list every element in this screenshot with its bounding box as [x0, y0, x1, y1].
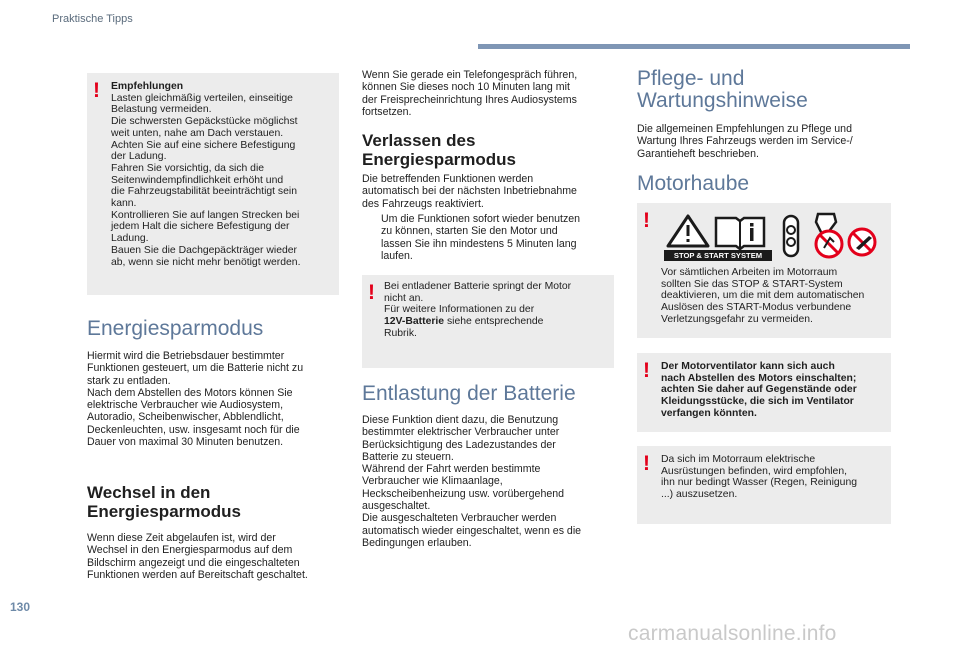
section-title: Praktische Tipps — [52, 13, 133, 25]
note-line: Auslösen des START-Modus verbundene — [661, 302, 852, 314]
paragraph-line: bestimmter elektrischer Verbraucher unter — [362, 426, 560, 439]
note-line: Seitenwindempfindlichkeit erhöht und — [111, 174, 284, 186]
note-line: Ladung. — [111, 233, 149, 245]
warning-icon: ! — [93, 79, 100, 102]
paragraph-line: Batterie zu steuern. — [362, 450, 454, 463]
no-flame-icon — [849, 229, 875, 255]
note-line: weit unten, nahe am Dach verstauen. — [111, 127, 284, 139]
warning-icon: ! — [643, 209, 650, 232]
note-line: nach Abstellen des Motors einschalten; — [661, 372, 857, 384]
note-line: Da sich im Motorraum elektrische — [661, 454, 816, 465]
heading-energiesparmodus: Energiesparmodus — [87, 317, 264, 340]
paragraph-line: Wartung Ihres Fahrzeugs werden im Service-/ — [637, 135, 853, 148]
paragraph-line: Funktionen gesteuert, um die Batterie nicht zu — [87, 362, 304, 375]
note-line: Achten Sie auf eine sichere Befestigung — [111, 139, 296, 151]
warning-icon: ! — [643, 452, 650, 475]
telefon-paragraph — [362, 69, 622, 118]
paragraph-line: Verbraucher wie Klimaanlage, — [362, 475, 503, 488]
note-line: Fahren Sie vorsichtig, da sich die — [111, 162, 265, 174]
heading-line: Wartungshinweise — [637, 89, 808, 112]
paragraph-line: Wechsel in den Energiesparmodus auf dem — [87, 544, 293, 557]
hazard-pictograms — [664, 212, 890, 262]
paragraph-line: stark zu entladen. — [87, 374, 171, 387]
paragraph-line: Die betreffenden Funktionen werden — [362, 173, 534, 185]
warning-icon: ! — [643, 359, 650, 382]
subheading-verlassen — [362, 131, 516, 169]
note-line: Vor sämtlichen Arbeiten im Motorraum — [661, 267, 838, 278]
note-line — [384, 316, 606, 328]
no-touch-icon — [816, 231, 842, 257]
note-line: ab, wenn sie nicht mehr benötigt werden. — [111, 256, 301, 268]
paragraph-line: der Freisprecheinrichtung Ihres Audiosystems — [362, 93, 577, 106]
note-line: Die schwersten Gepäckstücke möglichst — [111, 116, 298, 128]
watermark: carmanualsonline.info — [628, 622, 837, 645]
paragraph-line: können Sie dieses noch 10 Minuten lang mit — [362, 81, 570, 94]
note-line: Bauen Sie die Dachgepäckträger wieder — [111, 244, 297, 256]
subheading-line: Verlassen des — [362, 131, 476, 150]
note-line: Verletzungsgefahr zu vermeiden. — [661, 313, 813, 325]
paragraph-line: Bildschirm angezeigt und die eingeschalteten — [87, 556, 300, 569]
note-line: kann. — [111, 198, 137, 210]
verlassen-paragraph — [362, 173, 622, 210]
paragraph-line: Dauer von maximal 30 Minuten benutzen. — [87, 436, 284, 449]
note-line: deaktivieren, um die mit dem automatischen — [661, 290, 865, 302]
note-line: verfangen könnten. — [661, 407, 757, 419]
note-line: Kontrollieren Sie auf langen Strecken bei — [111, 209, 300, 221]
paragraph-line: Während der Fahrt werden bestimmte — [362, 463, 541, 476]
stop-start-label: STOP & START SYSTEM — [664, 250, 772, 261]
wechsel-paragraph — [87, 532, 352, 581]
subheading-line: Energiesparmodus — [362, 150, 516, 169]
note-line: der Ladung. — [111, 151, 167, 163]
subheading-line: Wechsel in den — [87, 483, 211, 502]
heading-motorhaube: Motorhaube — [637, 172, 750, 195]
warning-icon: ! — [368, 281, 375, 304]
paragraph-line: Funktionen werden auf Bereitschaft geschaltet. — [87, 568, 308, 581]
paragraph-line: Die allgemeinen Empfehlungen zu Pflege und — [637, 123, 852, 135]
note-line: Lasten gleichmäßig verteilen, einseitige — [111, 92, 293, 104]
battery-note — [362, 275, 614, 368]
note-line: die Fahrzeugstabilität beeinträchtigt sein — [111, 186, 297, 198]
header-bar — [478, 44, 910, 49]
note-line: sollten Sie das STOP & START-System — [661, 278, 843, 290]
note-line: jedem Halt die sichere Befestigung der — [111, 221, 290, 233]
paragraph-line: ausgeschaltet. — [362, 500, 431, 513]
paragraph-line: Die ausgeschalteten Verbraucher werden — [362, 512, 557, 525]
note-line: Der Motorventilator kann sich auch — [661, 361, 835, 372]
paragraph-line: Bedingungen erlauben. — [362, 536, 472, 549]
paragraph-line: Deckenleuchten, usw. insgesamt noch für die — [87, 423, 300, 436]
paragraph-line: Wenn Sie gerade ein Telefongespräch führen, — [362, 69, 578, 81]
warning-triangle-icon — [668, 216, 708, 246]
subheading-line: Energiesparmodus — [87, 502, 241, 521]
fan-warning-note — [637, 353, 891, 432]
bullet-item — [362, 213, 622, 262]
heading-entlastung: Entlastung der Batterie — [362, 382, 576, 405]
note-line: ...) auszusetzen. — [661, 489, 738, 501]
note-line: nicht an. — [384, 292, 424, 304]
page-number: 130 — [10, 600, 31, 614]
paragraph-line: automatisch wieder eingeschaltet, wenn es die — [362, 524, 582, 537]
belt-hazard-icon — [784, 216, 798, 256]
heading-pflege — [637, 68, 808, 112]
pflege-paragraph — [637, 123, 902, 160]
paragraph-line: Diese Funktion dient dazu, die Benutzung — [362, 414, 559, 426]
energiesparmodus-paragraph — [87, 350, 347, 448]
battery-term: 12V-Batterie — [384, 316, 445, 328]
paragraph-line: elektrische Verbraucher wie Audiosystem, — [87, 399, 284, 412]
note-line: Ausrüstungen befinden, wird empfohlen, — [661, 465, 847, 477]
note-line: Rubrik. — [384, 327, 417, 339]
paragraph-line: Berücksichtigung des Ladezustandes der — [362, 438, 556, 451]
note-line: Belastung vermeiden. — [111, 104, 212, 116]
note-line: achten Sie daher auf Gegenstände oder — [661, 384, 857, 396]
paragraph-line: fortsetzen. — [362, 105, 412, 118]
note-line: Bei entladener Batterie springt der Motor — [384, 281, 572, 292]
bullet-line: Um die Funktionen sofort wieder benutzen — [381, 213, 581, 225]
note-line: Für weitere Informationen zu der — [384, 304, 535, 316]
bullet-line: laufen. — [381, 249, 413, 262]
paragraph-line: Nach dem Abstellen des Motors können Sie — [87, 386, 293, 399]
paragraph-line: Wenn diese Zeit abgelaufen ist, wird der — [87, 532, 276, 544]
entlastung-paragraph — [362, 414, 627, 549]
note-line: Kleidungsstücke, die sich im Ventilator — [661, 396, 854, 408]
note-title: Empfehlungen — [111, 81, 184, 92]
paragraph-line: Garantieheft beschrieben. — [637, 147, 759, 160]
manual-book-icon — [716, 218, 764, 249]
paragraph-line: des Fahrzeugs reaktiviert. — [362, 197, 484, 210]
heading-line: Pflege- und — [637, 67, 745, 90]
paragraph-line: automatisch bei der nächsten Inbetriebnahme — [362, 185, 577, 198]
paragraph-line: Heckscheibenheizung usw. vorübergehend — [362, 487, 565, 500]
water-warning-note — [637, 446, 891, 524]
paragraph-line: Autoradio, Scheibenwischer, Abblendlicht, — [87, 411, 284, 424]
note-text-fragment: siehe entsprechende — [444, 316, 544, 328]
subheading-wechsel — [87, 483, 241, 521]
paragraph-line: Hiermit wird die Betriebsdauer bestimmter — [87, 350, 285, 362]
recommendations-note — [87, 73, 339, 295]
bullet-line: zu können, starten Sie den Motor und — [381, 225, 558, 238]
note-line: ihn nur bedingt Wasser (Regen, Reinigung — [661, 477, 857, 489]
bullet-line: lassen Sie ihn mindestens 5 Minuten lang — [381, 237, 577, 250]
